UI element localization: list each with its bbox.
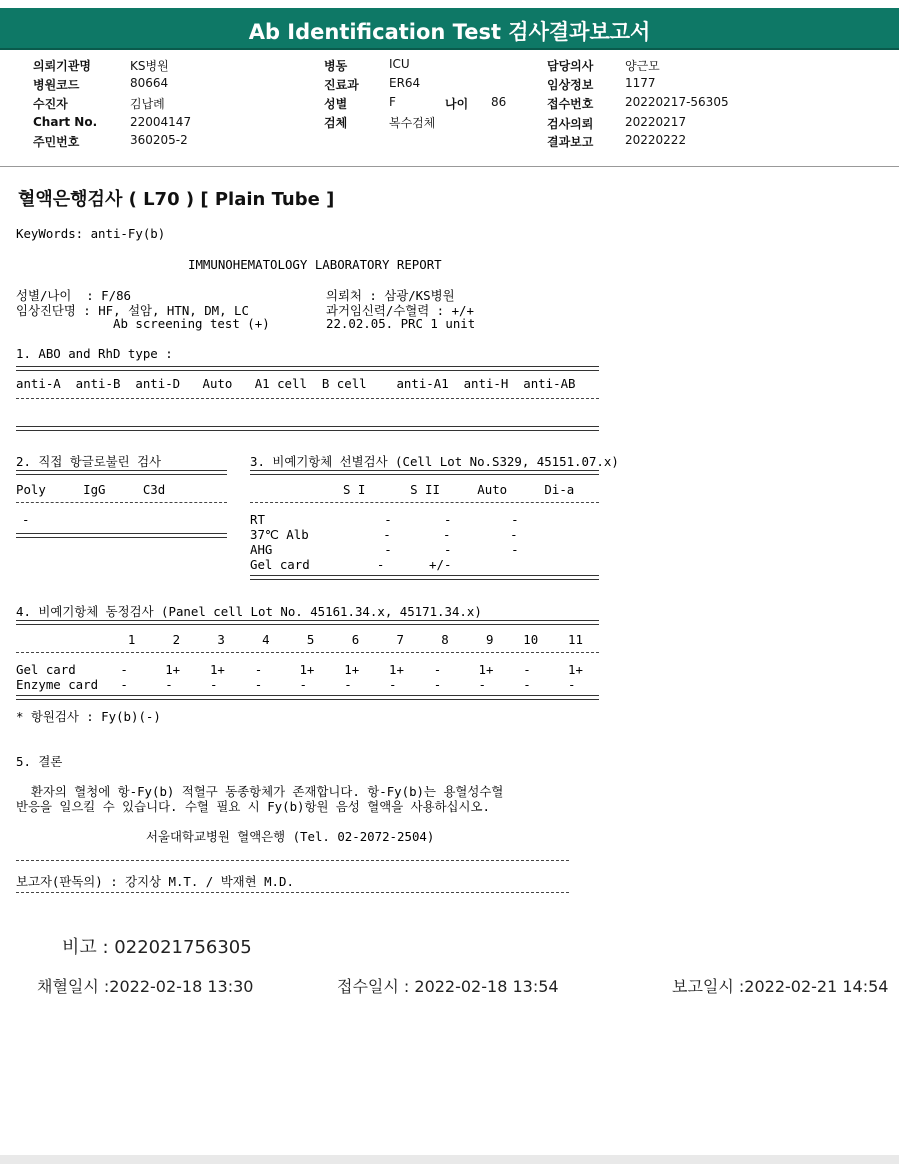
age-label: 나이 xyxy=(445,97,469,111)
double-rule xyxy=(250,575,599,580)
double-rule xyxy=(16,620,599,625)
transfusion-line: 22.02.05. PRC 1 unit xyxy=(326,316,476,331)
screening-row-37c: 37℃ Alb - - - xyxy=(250,527,518,542)
ward-label: 병동 xyxy=(324,59,348,73)
screening-row-ahg: AHG - - - xyxy=(250,542,519,557)
specimen-label: 검체 xyxy=(324,116,348,130)
history-line: 과거임신력/수혈력 : +/+ xyxy=(326,303,474,318)
dashed-rule xyxy=(16,502,227,503)
dashed-rule xyxy=(16,652,599,653)
hospital-code-label: 병원코드 xyxy=(33,78,80,92)
ward-value: ICU xyxy=(389,57,410,71)
clinical-info-label: 임상정보 xyxy=(547,78,594,92)
dat-result: - xyxy=(22,512,30,527)
accession-no-label: 접수번호 xyxy=(547,97,594,111)
department-label: 진료과 xyxy=(324,78,359,92)
report-heading: IMMUNOHEMATOLOGY LABORATORY REPORT xyxy=(188,257,442,272)
sex-value: F xyxy=(389,95,396,109)
dashed-rule xyxy=(250,502,599,503)
title-bar xyxy=(0,8,899,50)
sex-age-line: 성별/나이 : F/86 xyxy=(16,288,132,303)
dat-title: 2. 직접 항글로불린 검사 xyxy=(16,454,162,469)
dashed-rule xyxy=(16,398,599,399)
resident-no-value: 360205-2 xyxy=(130,133,188,147)
diagnosis-line: 임상진단명 : HF, 설암, HTN, DM, LC xyxy=(16,303,249,318)
remark: 비고 : 022021756305 xyxy=(62,937,252,958)
requester-line: 의뢰처 : 삼광/KS병원 xyxy=(326,288,455,303)
antigen-test: * 항원검사 : Fy(b)(-) xyxy=(16,709,161,724)
sex-label: 성별 xyxy=(324,97,348,111)
resident-no-label: 주민번호 xyxy=(33,135,80,149)
screening-row-rt: RT - - - xyxy=(250,512,519,527)
patient-name-value: 김납례 xyxy=(130,97,165,111)
result-report-label: 결과보고 xyxy=(547,135,594,149)
specimen-value: 복수검체 xyxy=(389,116,436,130)
screening-row-gel: Gel card - +/- xyxy=(250,557,452,572)
panel-row-enzyme: Enzyme card - - - - - - - - - - - xyxy=(16,677,576,692)
patient-info-header xyxy=(0,48,899,167)
keywords: KeyWords: anti-Fy(b) xyxy=(16,226,166,241)
conclusion-line-2: 반응을 일으킬 수 있습니다. 수혈 필요 시 Fy(b)항원 음성 혈액을 사용하십시오. xyxy=(16,799,490,814)
received-datetime: 접수일시 : 2022-02-18 13:54 xyxy=(337,977,559,996)
hospital-code-value: 80664 xyxy=(130,76,169,90)
section-title: 혈액은행검사 ( L70 ) [ Plain Tube ] xyxy=(18,189,335,210)
reporter: 보고자(판독의) : 강지상 M.T. / 박재현 M.D. xyxy=(16,874,294,889)
panel-row-gel: Gel card - 1+ 1+ - 1+ 1+ 1+ - 1+ - 1+ xyxy=(16,662,583,677)
abo-header: anti-A anti-B anti-D Auto A1 cell B cell anti-A1 anti-H anti-AB xyxy=(16,376,576,391)
panel-title: 4. 비예기항체 동정검사 (Panel cell Lot No. 45161.34.x, 45171.34.x) xyxy=(16,604,482,619)
abo-title: 1. ABO and RhD type : xyxy=(16,346,173,361)
double-rule xyxy=(16,533,227,538)
doctor-label: 담당의사 xyxy=(547,59,594,73)
double-rule xyxy=(16,366,599,371)
screening-header: S I S II Auto Di-a xyxy=(343,482,575,497)
collection-datetime: 채혈일시 :2022-02-18 13:30 xyxy=(37,977,254,996)
double-rule xyxy=(16,426,599,431)
screening-title: 3. 비예기항체 선별검사 (Cell Lot No.S329, 45151.07.x) xyxy=(250,454,619,469)
clinical-info-value: 1177 xyxy=(625,76,656,90)
double-rule xyxy=(250,470,599,475)
bottom-strip xyxy=(0,1155,899,1164)
doctor-value: 양근모 xyxy=(625,59,660,73)
double-rule xyxy=(16,470,227,475)
report-title: Ab Identification Test 검사결과보고서 xyxy=(248,20,651,44)
hospital-contact: 서울대학교병원 혈액은행 (Tel. 02-2072-2504) xyxy=(146,829,435,844)
hospital-name-label: 의뢰기관명 xyxy=(33,59,91,73)
result-report-value: 20220222 xyxy=(625,133,687,147)
reported-datetime: 보고일시 :2022-02-21 14:54 xyxy=(672,977,889,996)
chart-no-value: 22004147 xyxy=(130,115,192,129)
test-request-value: 20220217 xyxy=(625,115,687,129)
double-rule xyxy=(16,695,599,700)
dashed-rule xyxy=(16,860,569,861)
chart-no-label: Chart No. xyxy=(33,115,98,129)
hospital-name-value: KS병원 xyxy=(130,59,169,73)
screening-line: Ab screening test (+) xyxy=(113,316,270,331)
patient-name-label: 수진자 xyxy=(33,97,68,111)
panel-header: 1 2 3 4 5 6 7 8 9 10 11 xyxy=(16,632,583,647)
accession-no-value: 20220217-56305 xyxy=(625,95,729,109)
department-value: ER64 xyxy=(389,76,421,90)
conclusion-line-1: 환자의 혈청에 항-Fy(b) 적혈구 동종항체가 존재합니다. 항-Fy(b)는 용혈성수혈 xyxy=(16,784,504,799)
age-value: 86 xyxy=(491,95,507,109)
conclusion-title: 5. 결론 xyxy=(16,754,63,769)
test-request-label: 검사의뢰 xyxy=(547,117,594,131)
dashed-rule xyxy=(16,892,569,893)
dat-header: Poly IgG C3d xyxy=(16,482,166,497)
